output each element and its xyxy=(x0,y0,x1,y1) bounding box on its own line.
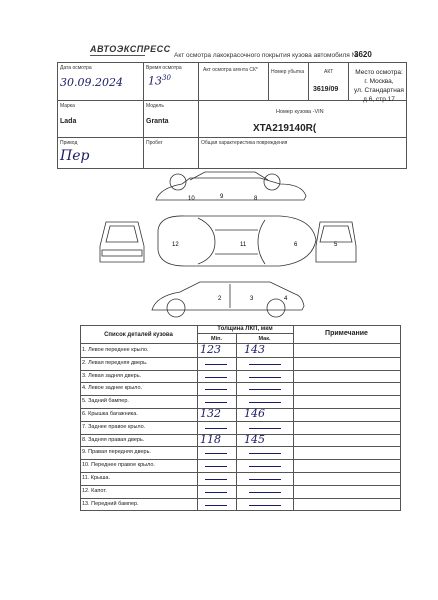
part-label: 13. Передний бампер. xyxy=(82,500,139,507)
diagram-label-9: 9 xyxy=(220,194,224,200)
place-line: д.6, стр.17 xyxy=(363,96,395,103)
col-header-max: Мак. xyxy=(258,336,271,342)
brand-value: Lada xyxy=(60,118,77,125)
drive-value: Пер xyxy=(60,148,90,164)
part-label: 6. Крышка багажника. xyxy=(82,411,138,417)
part-label: 5. Задний бампер. xyxy=(82,398,129,405)
grid-line xyxy=(143,62,144,168)
thickness-max-dash xyxy=(249,428,281,429)
grid-line xyxy=(57,137,407,138)
thickness-min: 132 xyxy=(200,407,221,420)
time-value xyxy=(148,74,171,88)
table-border xyxy=(293,325,294,510)
thickness-min-dash xyxy=(205,428,227,429)
date-label: Дата осмотра xyxy=(60,65,92,71)
grid-line xyxy=(308,62,309,100)
model-label: Модель xyxy=(146,103,164,109)
damage-label: Общая характеристика повреждения xyxy=(201,140,288,146)
row-divider xyxy=(80,472,401,473)
part-label: 4. Левое заднее крыло. xyxy=(82,385,143,392)
car-diagram xyxy=(90,170,360,320)
car-top-view xyxy=(158,216,316,266)
inspection-place xyxy=(350,68,408,104)
col-header-min: Min. xyxy=(211,336,222,342)
row-divider xyxy=(80,459,401,460)
table-border xyxy=(80,343,401,344)
row-divider xyxy=(80,446,401,447)
table-border xyxy=(400,325,401,510)
thickness-max: 146 xyxy=(244,407,265,420)
time-hours: 13 xyxy=(148,74,162,88)
mileage-label: Пробег xyxy=(146,140,163,146)
row-divider xyxy=(80,498,401,499)
diagram-label-2: 2 xyxy=(218,296,222,302)
thickness-min-dash xyxy=(205,389,227,390)
diagram-label-12: 12 xyxy=(172,242,179,248)
row-divider xyxy=(80,421,401,422)
thickness-min: 123 xyxy=(200,343,221,356)
thickness-max-dash xyxy=(249,377,281,378)
place-line: ул. Стандартная xyxy=(354,87,404,94)
time-label: Время осмотра xyxy=(146,65,182,71)
thickness-max-dash xyxy=(249,492,281,493)
act-value: 3619/09 xyxy=(313,86,339,93)
thickness-max-dash xyxy=(249,389,281,390)
row-divider xyxy=(80,434,401,435)
grid-line xyxy=(57,168,407,169)
diagram-label-6: 6 xyxy=(294,242,298,248)
thickness-max: 143 xyxy=(244,343,265,356)
agent-act-label: Акт осмотра агента СК* xyxy=(203,67,258,73)
part-label: 8. Задняя правая дверь. xyxy=(82,436,145,443)
time-minutes: 30 xyxy=(162,74,171,82)
car-front-view xyxy=(100,222,144,262)
thickness-min-dash xyxy=(205,364,227,365)
row-divider xyxy=(80,382,401,383)
grid-line xyxy=(268,62,269,100)
col-header-parts: Список деталей кузова xyxy=(104,332,173,338)
thickness-min-dash xyxy=(205,505,227,506)
brand-label: Марка xyxy=(60,103,75,109)
drive-label: Привод xyxy=(60,140,78,146)
part-label: 7. Заднее правое крыло. xyxy=(82,423,146,430)
thickness-min: 118 xyxy=(200,432,221,446)
logo-underline xyxy=(90,55,145,56)
place-line: г. Москва, xyxy=(364,78,394,85)
thickness-min-dash xyxy=(205,402,227,403)
diagram-label-5: 5 xyxy=(334,242,338,248)
date-value: 30.09.2024 xyxy=(60,76,123,89)
row-divider xyxy=(80,485,401,486)
thickness-max-dash xyxy=(249,479,281,480)
thickness-max-dash xyxy=(249,505,281,506)
row-divider xyxy=(80,395,401,396)
thickness-max-dash xyxy=(249,402,281,403)
thickness-min-dash xyxy=(205,479,227,480)
thickness-min-dash xyxy=(205,453,227,454)
document-title: Акт осмотра лакокрасочного покрытия кузова автомобиля № xyxy=(174,52,359,59)
col-header-note: Примечание xyxy=(325,330,368,337)
grid-line xyxy=(57,62,58,168)
grid-line xyxy=(198,62,199,168)
part-label: 10. Переднее правое крыло. xyxy=(82,462,155,469)
table-border xyxy=(197,333,293,334)
place-label: Место осмотра: xyxy=(355,69,403,76)
vin-value: XTA219140R( xyxy=(253,123,317,134)
thickness-min-dash xyxy=(205,377,227,378)
table-border xyxy=(197,325,198,510)
part-label: 2. Левая передняя дверь. xyxy=(82,359,148,366)
model-value: Granta xyxy=(146,118,169,125)
car-side-left xyxy=(152,282,304,317)
grid-line xyxy=(348,62,349,100)
row-divider xyxy=(80,408,401,409)
thickness-max: 145 xyxy=(244,432,265,446)
part-label: 9. Правая передняя дверь. xyxy=(82,449,151,456)
car-side-right xyxy=(156,172,306,200)
thickness-min-dash xyxy=(205,492,227,493)
diagram-label-8: 8 xyxy=(254,196,258,202)
diagram-label-10: 10 xyxy=(188,196,195,202)
thickness-min-dash xyxy=(205,466,227,467)
col-header-thickness: Толщина ЛКП, мкм xyxy=(217,326,273,332)
diagram-label-4: 4 xyxy=(284,296,288,302)
document-number: 3620 xyxy=(354,50,372,59)
part-label: 12. Капот. xyxy=(82,487,107,494)
diagram-label-3: 3 xyxy=(250,296,254,302)
thickness-max-dash xyxy=(249,466,281,467)
loss-number-label: Номер убытка xyxy=(271,69,305,75)
thickness-max-dash xyxy=(249,453,281,454)
thickness-max-dash xyxy=(249,364,281,365)
row-divider xyxy=(80,370,401,371)
row-divider xyxy=(80,357,401,358)
company-logo: АВТОЭКСПРЕСС xyxy=(90,44,171,54)
part-label: 11. Крыша. xyxy=(82,475,110,481)
table-border xyxy=(80,325,81,510)
act-label: АКТ xyxy=(324,69,334,75)
part-label: 3. Левая задняя дверь. xyxy=(82,372,142,379)
vin-label: Номер кузова -VIN xyxy=(276,109,324,115)
grid-line xyxy=(57,62,407,63)
part-label: 1. Левое переднее крыло. xyxy=(82,347,149,353)
row-divider xyxy=(80,510,401,511)
diagram-label-11: 11 xyxy=(240,242,247,248)
